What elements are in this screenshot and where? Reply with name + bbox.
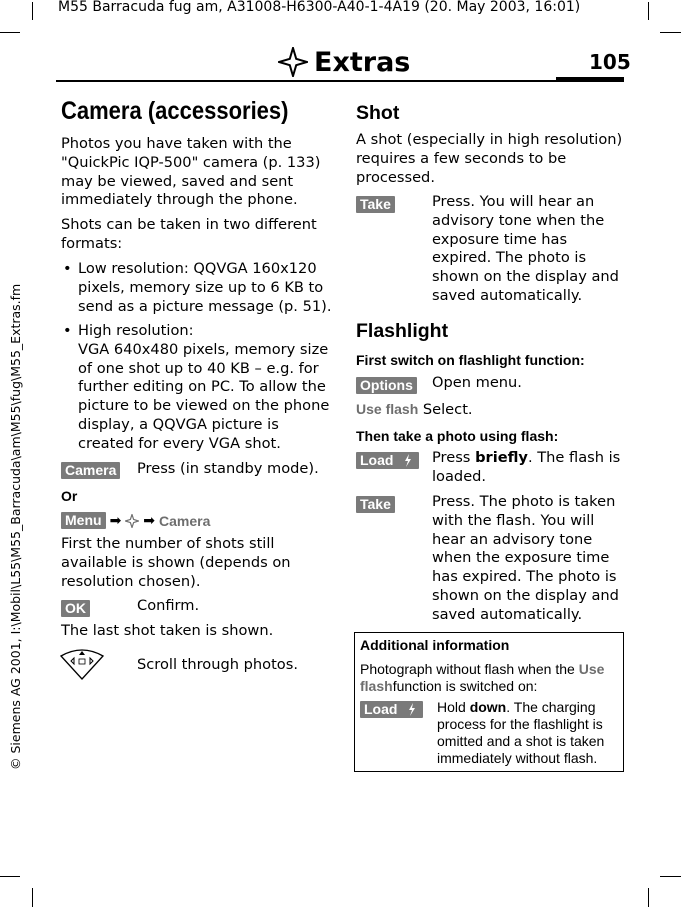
- camera-key-desc: Press (in standby mode).: [137, 460, 319, 477]
- sidebar-path: [0, 0, 23, 907]
- camera-key-row: [61, 460, 120, 479]
- arrow-icon: ➡: [109, 512, 122, 529]
- header-rule-thick: [556, 77, 624, 82]
- page-number: 105: [589, 50, 631, 74]
- crop-mark: [648, 2, 649, 20]
- formats-paragraph: Shots can be taken in two different formats:: [61, 216, 317, 252]
- chapter-title: Extras: [314, 46, 411, 78]
- ok-key-row: [61, 598, 90, 617]
- flashlight-heading: Flashlight: [356, 320, 449, 342]
- chapter-header: [278, 44, 410, 80]
- info-box-text: Photograph without flash when the Use flashfunction is switched on:: [360, 661, 605, 694]
- take-softkey[interactable]: Take: [356, 196, 395, 213]
- copyright-text: © Siemens AG 2001, I:\Mobil\L55\M55_Barracuda\am\M55\fug\M55_Extras.fm: [8, 283, 23, 770]
- shots-info: First the number of shots still available is shown (depends on resolution chosen).: [61, 535, 291, 590]
- flash-icon: [403, 454, 413, 467]
- crop-mark: [660, 32, 681, 33]
- info-hold-desc: Hold down. The charging process for the flashlight is omitted and a shot is taken immediately without flash.: [437, 699, 605, 766]
- use-flash-menu-item[interactable]: Use flash: [356, 401, 419, 417]
- intro-paragraph: Photos you have taken with the "QuickPic IQP-500" camera (p. 133) may be viewed, saved and sent immediately through the phone.: [61, 135, 321, 209]
- options-softkey[interactable]: Options: [356, 377, 417, 394]
- take2-desc: Press. The photo is taken with the flash. You will hear an advisory tone when the exposure time has expired. The photo is shown on the display and saved automatically.: [432, 493, 619, 623]
- menu-path-camera[interactable]: Camera: [159, 512, 211, 529]
- take-key-row-2: [356, 494, 395, 513]
- star-icon: [278, 47, 308, 77]
- section-title: Camera (accessories): [61, 97, 289, 125]
- star-icon: [125, 514, 139, 528]
- last-shot-text: The last shot taken is shown.: [61, 622, 274, 639]
- bullet-item: • High resolution: VGA 640x480 pixels, memory size of one shot up to 40 KB – e.g. for further editing on PC. To allow the picture to be viewed on the phone display, a QQVGA picture is created for every VGA shot.: [63, 322, 330, 452]
- use-flash-link[interactable]: flash: [360, 678, 393, 694]
- shot-paragraph: A shot (especially in high resolution) requires a few seconds to be processed.: [356, 131, 623, 186]
- menu-softkey[interactable]: Menu: [61, 512, 106, 529]
- load-desc: Press briefly. The flash is loaded.: [432, 449, 621, 485]
- shot-heading: Shot: [356, 102, 400, 124]
- crop-mark: [648, 888, 649, 907]
- options-desc: Open menu.: [432, 374, 522, 391]
- load-softkey[interactable]: Load: [356, 452, 419, 469]
- take-key-row: [356, 194, 395, 213]
- crop-mark: [32, 888, 33, 907]
- flash-icon: [407, 703, 417, 716]
- take-desc: Press. You will hear an advisory tone when the exposure time has expired. The photo is shown on the display and saved automatically.: [432, 193, 619, 304]
- scroll-desc: Scroll through photos.: [137, 656, 298, 673]
- flash-subheading-1: First switch on flashlight function:: [356, 352, 585, 368]
- additional-info-box: [354, 632, 624, 772]
- or-label: Or: [61, 488, 78, 504]
- menu-path: [61, 512, 210, 529]
- load-key-row: [356, 450, 419, 469]
- use-flash-row: Use flash Select.: [356, 401, 473, 418]
- options-key-row: [356, 375, 417, 394]
- camera-softkey[interactable]: Camera: [61, 462, 120, 479]
- navigation-key-icon[interactable]: [59, 646, 105, 680]
- running-header: M55 Barracuda fug am, A31008-H6300-A40-1-4A19 (20. May 2003, 16:01): [58, 0, 581, 15]
- crop-mark: [32, 2, 33, 20]
- use-flash-link[interactable]: Use: [578, 661, 605, 677]
- flash-subheading-2: Then take a photo using flash:: [356, 428, 559, 444]
- header-rule: [56, 80, 624, 82]
- load-softkey[interactable]: Load: [360, 701, 423, 718]
- take-softkey[interactable]: Take: [356, 496, 395, 513]
- ok-softkey[interactable]: OK: [61, 600, 90, 617]
- bullet-item: • Low resolution: QQVGA 160x120 pixels, memory size up to 6 KB to send as a picture message (p. 51).: [63, 260, 332, 315]
- info-box-title: Additional information: [360, 637, 510, 653]
- ok-desc: Confirm.: [137, 597, 200, 614]
- crop-mark: [660, 876, 681, 877]
- arrow-icon: ➡: [143, 512, 156, 529]
- info-load-key-row: [360, 699, 423, 718]
